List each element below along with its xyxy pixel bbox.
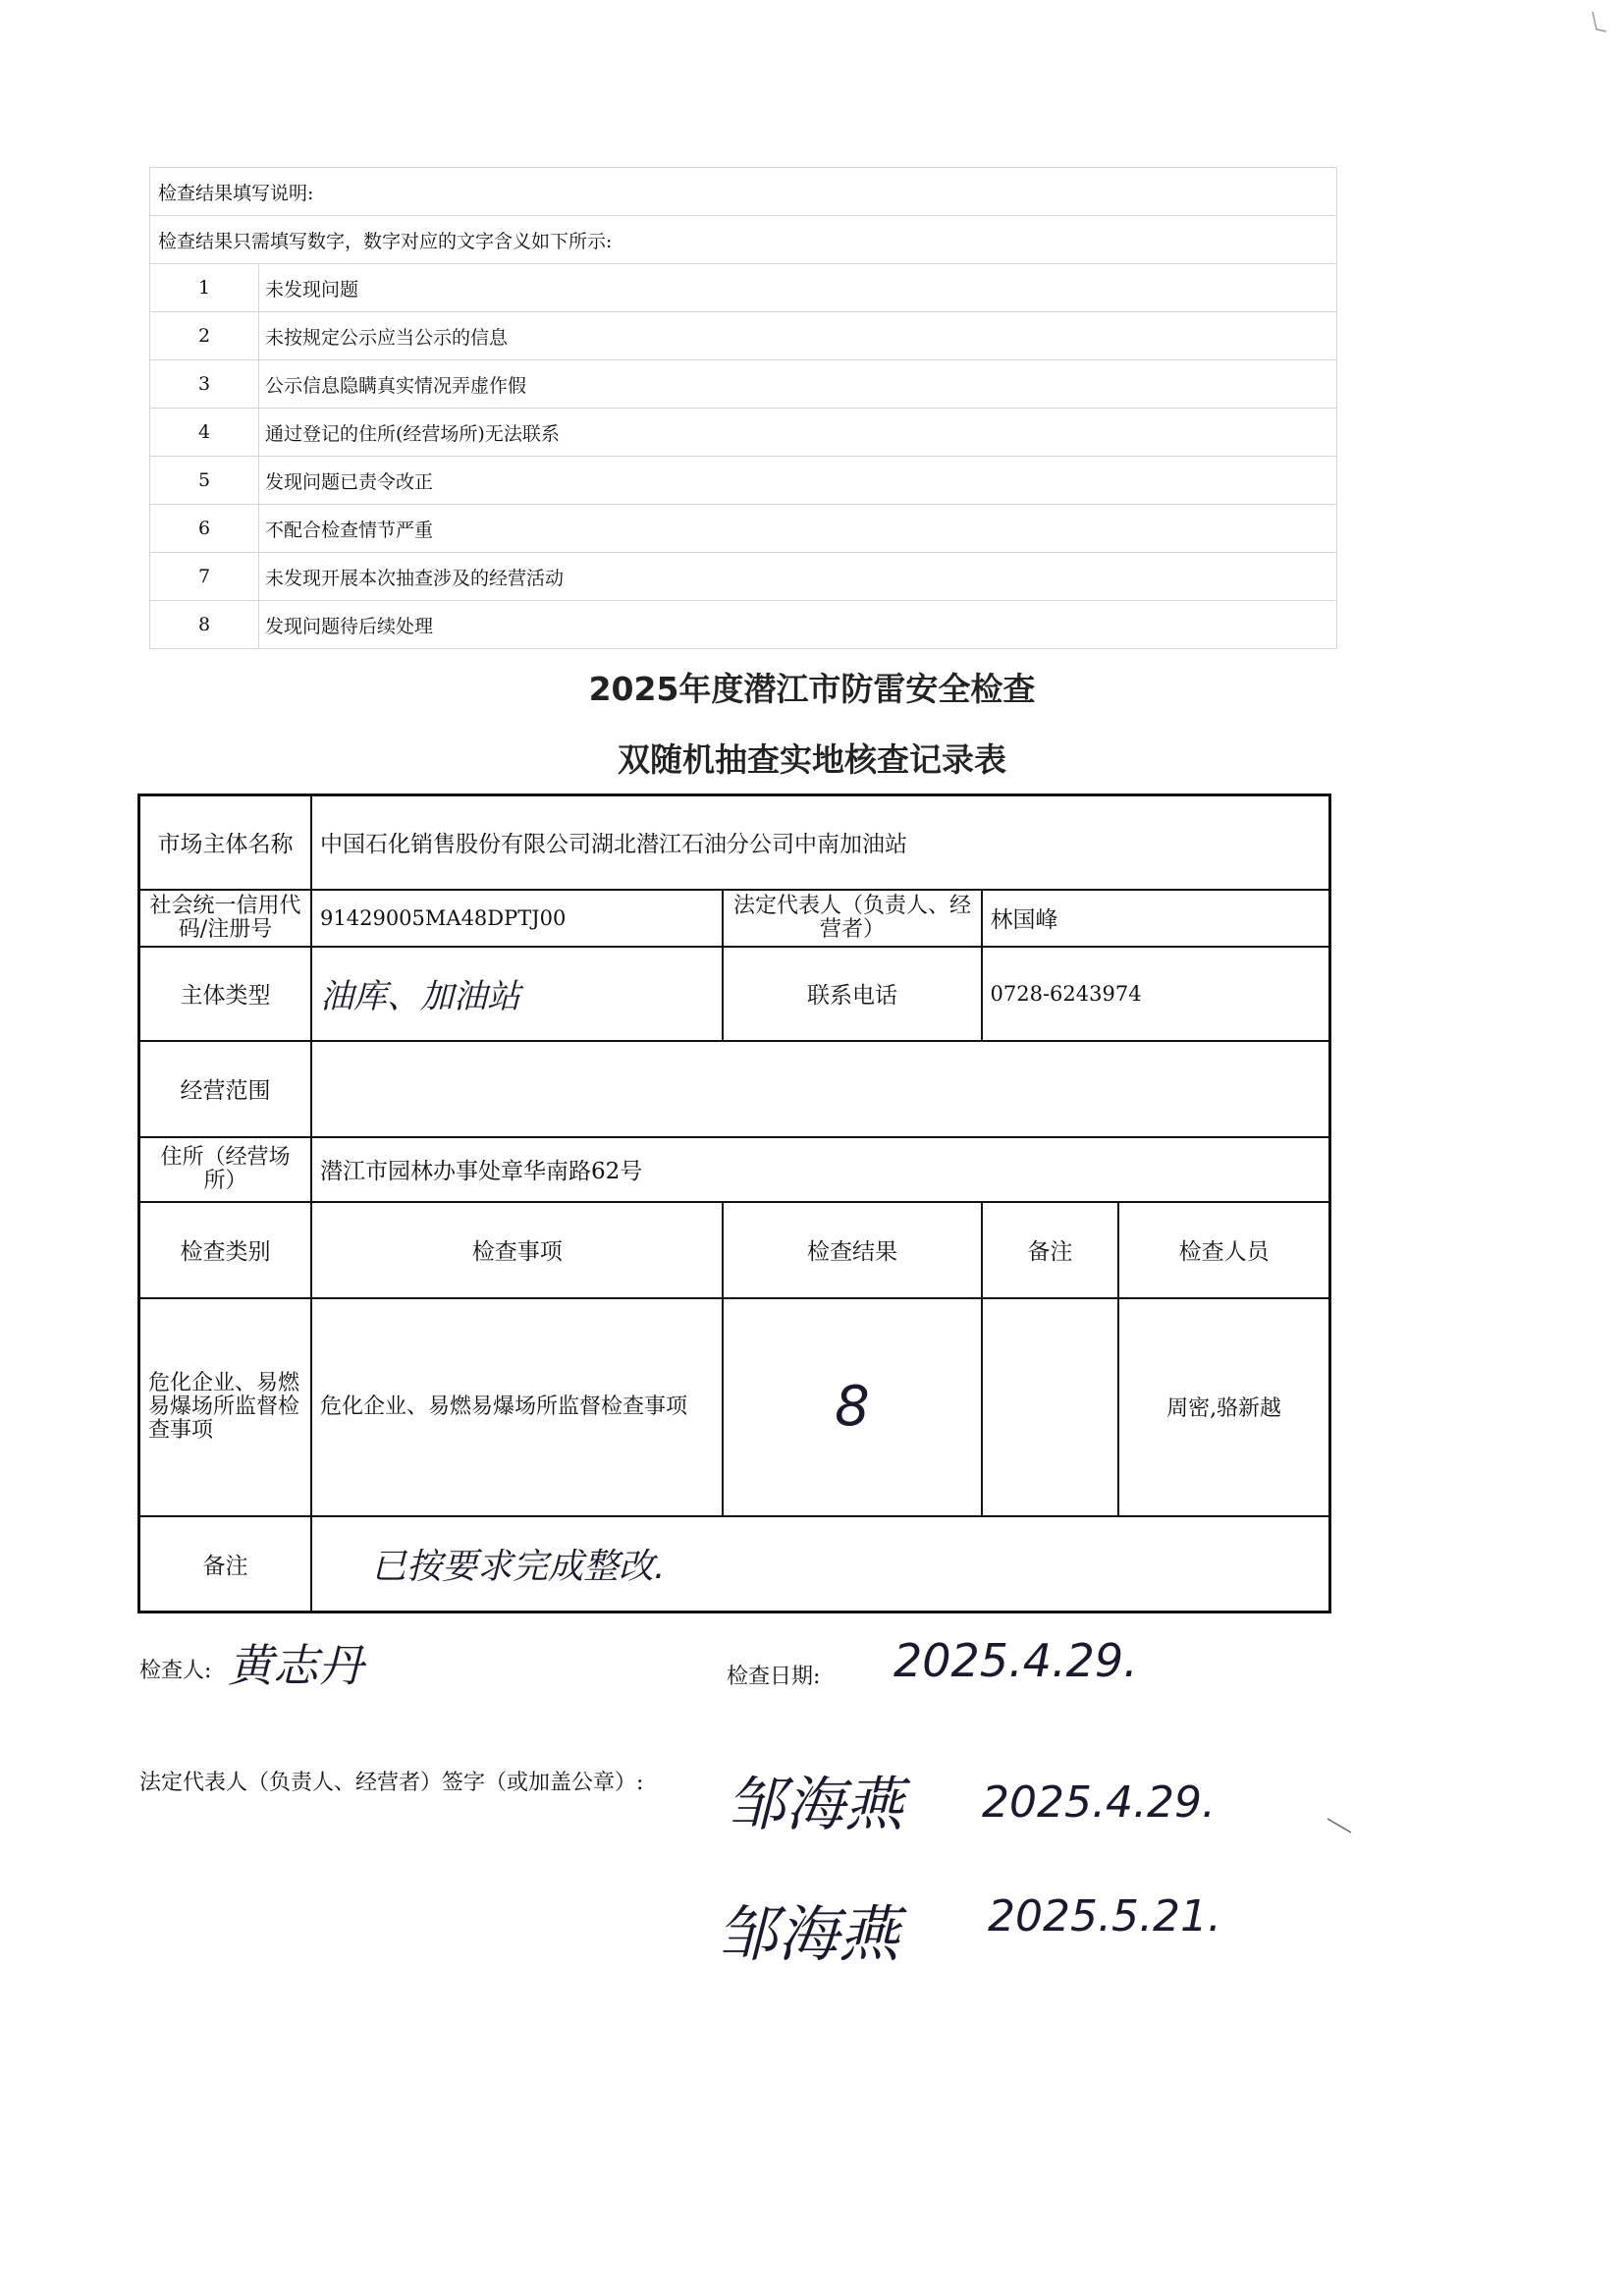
legend-row xyxy=(150,312,1337,360)
credit-code-label: 社会统一信用代码/注册号 xyxy=(139,890,312,947)
business-scope-label: 经营范围 xyxy=(139,1041,312,1137)
legend-row xyxy=(150,505,1337,553)
entity-name-value: 中国石化销售股份有限公司湖北潜江石油分公司中南加油站 xyxy=(311,795,1329,890)
col-header-remark: 备注 xyxy=(982,1202,1119,1298)
legend-text: 通过登记的住所(经营场所)无法联系 xyxy=(259,409,1337,457)
remark-label: 备注 xyxy=(139,1516,312,1613)
phone-label: 联系电话 xyxy=(723,947,981,1041)
col-header-inspectors: 检查人员 xyxy=(1118,1202,1329,1298)
legend-text: 发现问题已责令改正 xyxy=(259,457,1337,505)
row-item: 危化企业、易燃易爆场所监督检查事项 xyxy=(311,1298,723,1516)
legend-num: 8 xyxy=(150,601,259,649)
legend-row xyxy=(150,457,1337,505)
legend-num: 3 xyxy=(150,360,259,409)
phone-value: 0728-6243974 xyxy=(982,947,1330,1041)
row-category: 危化企业、易燃易爆场所监督检查事项 xyxy=(139,1298,312,1516)
credit-code-value: 91429005MA48DPTJ00 xyxy=(311,890,723,947)
legend-text: 未发现问题 xyxy=(259,264,1337,312)
legend-num: 7 xyxy=(150,553,259,601)
legal-rep-label: 法定代表人（负责人、经营者） xyxy=(723,890,981,947)
legend-text: 发现问题待后续处理 xyxy=(259,601,1337,649)
legal-rep-value: 林国峰 xyxy=(982,890,1330,947)
row-inspectors: 周密,骆新越 xyxy=(1118,1298,1329,1516)
legend-text: 未按规定公示应当公示的信息 xyxy=(259,312,1337,360)
scan-mark xyxy=(1591,10,1610,33)
address-label: 住所（经营场所） xyxy=(139,1137,312,1202)
legend-num: 5 xyxy=(150,457,259,505)
address-value: 潜江市园林办事处章华南路62号 xyxy=(311,1137,1329,1202)
business-scope-value xyxy=(311,1041,1329,1137)
legend-row xyxy=(150,409,1337,457)
legend-num: 6 xyxy=(150,505,259,553)
remark-handwritten: 已按要求完成整改. xyxy=(311,1516,1329,1613)
legend-row xyxy=(150,264,1337,312)
entity-type-handwritten: 油库、加油站 xyxy=(311,947,723,1041)
legend-row xyxy=(150,601,1337,649)
inspector-label: 检查人: xyxy=(139,1659,212,1683)
inspector-signature: 黄志丹 xyxy=(228,1639,363,1692)
legal-rep-signature-label: 法定代表人（负责人、经营者）签字（或加盖公章）: xyxy=(139,1771,644,1795)
col-header-result: 检查结果 xyxy=(723,1202,981,1298)
document-subtitle: 双随机抽查实地核查记录表 xyxy=(618,740,1006,779)
legend-text: 未发现开展本次抽查涉及的经营活动 xyxy=(259,553,1337,601)
inspection-date-handwritten: 2025.4.29. xyxy=(893,1634,1138,1687)
legal-rep-signature-second: 邹海燕 xyxy=(717,1898,900,1970)
scan-mark xyxy=(1326,1817,1355,1836)
result-legend-table xyxy=(149,167,1337,649)
row-remark xyxy=(982,1298,1119,1516)
inspection-date-label: 检查日期: xyxy=(727,1665,821,1689)
legend-instruction: 检查结果只需填写数字，数字对应的文字含义如下所示: xyxy=(150,216,1337,264)
legal-rep-sign-date-second: 2025.5.21. xyxy=(988,1891,1221,1941)
entity-name-label: 市场主体名称 xyxy=(139,795,312,890)
legend-num: 4 xyxy=(150,409,259,457)
legal-rep-sign-date: 2025.4.29. xyxy=(982,1777,1216,1828)
legend-heading: 检查结果填写说明: xyxy=(150,168,1337,216)
legend-text: 公示信息隐瞒真实情况弄虚作假 xyxy=(259,360,1337,409)
col-header-category: 检查类别 xyxy=(139,1202,312,1298)
legend-row xyxy=(150,553,1337,601)
legend-row xyxy=(150,360,1337,409)
legend-num: 1 xyxy=(150,264,259,312)
document-title: 2025年度潜江市防雷安全检查 xyxy=(588,670,1036,708)
legend-text: 不配合检查情节严重 xyxy=(259,505,1337,553)
entity-type-label: 主体类型 xyxy=(139,947,312,1041)
legend-num: 2 xyxy=(150,312,259,360)
inspection-record-table xyxy=(137,793,1331,1613)
legal-rep-signature: 邹海燕 xyxy=(727,1771,903,1839)
col-header-item: 检查事项 xyxy=(311,1202,723,1298)
row-result-handwritten: 8 xyxy=(723,1298,981,1516)
